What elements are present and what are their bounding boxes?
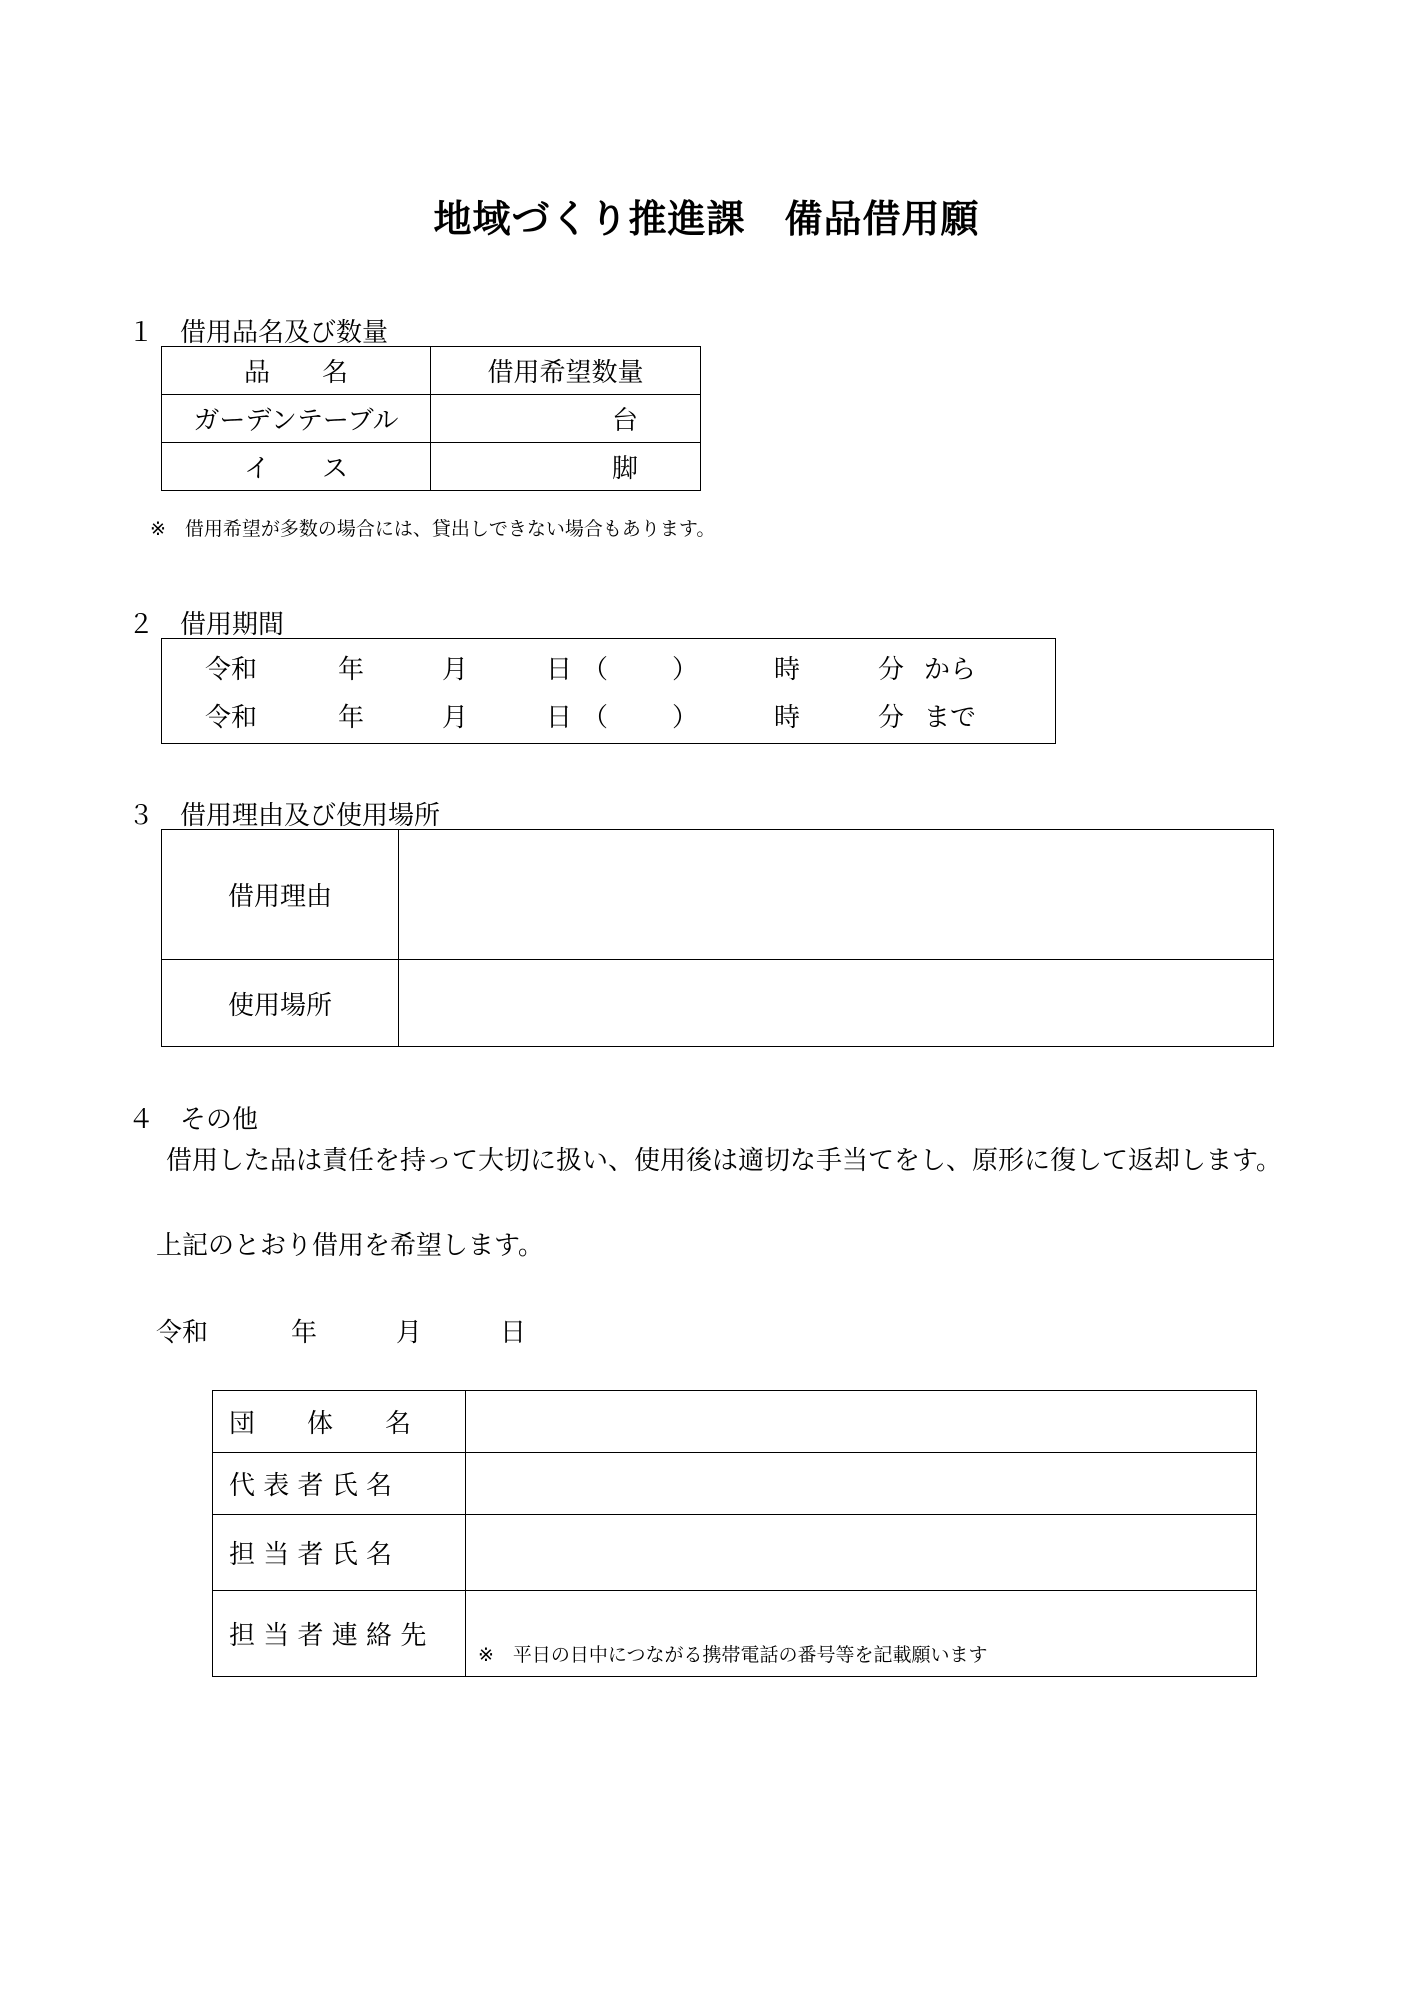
- item-name-chair: イ ス: [162, 443, 431, 491]
- reason-label: 借用理由: [162, 830, 399, 960]
- date-year: 年: [291, 1318, 318, 1348]
- period-from-month: 月: [442, 655, 469, 685]
- items-table: [161, 346, 701, 491]
- group-name-field[interactable]: [466, 1391, 1257, 1453]
- quantity-field-chair[interactable]: [431, 443, 701, 491]
- period-from-label: から: [924, 655, 977, 685]
- contact-label: 担 当 者 連 絡 先: [213, 1591, 466, 1677]
- section-1-heading: １ 借用品名及び数量: [128, 318, 389, 348]
- place-label: 使用場所: [162, 960, 399, 1047]
- unit-label: 台: [611, 406, 638, 436]
- group-name-label: 団 体 名: [213, 1391, 466, 1453]
- header-quantity: 借用希望数量: [431, 347, 701, 395]
- period-to-label: まで: [924, 703, 977, 733]
- date-month: 月: [396, 1318, 423, 1348]
- representative-name-label: 代 表 者 氏 名: [213, 1453, 466, 1515]
- date-era: 令和: [156, 1318, 209, 1348]
- section-3-heading: ３ 借用理由及び使用場所: [128, 801, 441, 831]
- reason-table: [161, 829, 1274, 1047]
- person-in-charge-field[interactable]: [466, 1515, 1257, 1591]
- period-from-hour: 時: [774, 655, 801, 685]
- period-from-minute: 分: [878, 655, 905, 685]
- contact-note: ※ 平日の日中につながる携帯電話の番号等を記載願います: [478, 1644, 988, 1666]
- header-item-name: 品 名: [162, 347, 431, 395]
- period-to-paren-close: ）: [672, 703, 699, 733]
- items-note: ※ 借用希望が多数の場合には、貸出しできない場合もあります。: [150, 518, 716, 540]
- period-to-era: 令和: [205, 703, 258, 733]
- place-field[interactable]: [399, 960, 1274, 1047]
- contact-field[interactable]: [466, 1591, 1257, 1677]
- date-day: 日: [500, 1318, 527, 1348]
- period-to-month: 月: [442, 703, 469, 733]
- period-from-paren-close: ）: [672, 655, 699, 685]
- applicant-table: [212, 1390, 1257, 1677]
- section-4-heading: ４ その他: [128, 1105, 259, 1135]
- section-4-body: 借用した品は責任を持って大切に扱い、使用後は適切な手当てをし、原形に復して返却します。: [166, 1146, 1282, 1176]
- section-2-heading: ２ 借用期間: [128, 610, 285, 640]
- period-from-paren-open: （: [582, 655, 609, 685]
- period-from-day: 日: [546, 655, 573, 685]
- representative-name-field[interactable]: [466, 1453, 1257, 1515]
- period-from-era: 令和: [205, 655, 258, 685]
- declaration-text: 上記のとおり借用を希望します。: [156, 1231, 544, 1261]
- period-to-minute: 分: [878, 703, 905, 733]
- person-in-charge-label: 担 当 者 氏 名: [213, 1515, 466, 1591]
- table-row: [162, 443, 701, 491]
- item-name-table: ガーデンテーブル: [162, 395, 431, 443]
- quantity-field-table[interactable]: [431, 395, 701, 443]
- table-row: [162, 395, 701, 443]
- period-box[interactable]: [161, 638, 1056, 744]
- period-from-year: 年: [338, 655, 365, 685]
- period-to-day: 日: [546, 703, 573, 733]
- reason-field[interactable]: [399, 830, 1274, 960]
- period-to-paren-open: （: [582, 703, 609, 733]
- page-title: 地域づくり推進課 備品借用願: [433, 197, 980, 241]
- unit-label: 脚: [611, 454, 638, 484]
- period-to-hour: 時: [774, 703, 801, 733]
- period-to-year: 年: [338, 703, 365, 733]
